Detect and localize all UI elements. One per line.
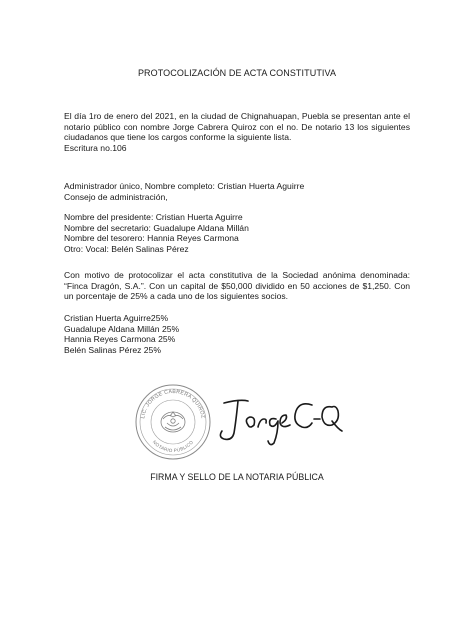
eagle-emblem-icon bbox=[161, 412, 185, 432]
admin-block bbox=[64, 181, 410, 202]
list-item: Guadalupe Aldana Millán 25% bbox=[64, 323, 180, 334]
signature-caption: FIRMA Y SELLO DE LA NOTARIA PÚBLICA bbox=[150, 472, 324, 482]
list-item: Hannia Reyes Carmona 25% bbox=[64, 334, 176, 345]
otro-line: Otro: Vocal: Belén Salinas Pérez bbox=[64, 243, 189, 254]
list-item: Cristian Huerta Aguirre25% bbox=[64, 313, 169, 323]
svg-text:NOTARIO PÚBLICO bbox=[152, 439, 194, 453]
intro-block bbox=[64, 111, 410, 153]
intro-paragraph: El día 1ro de enero del 2021, en la ciudad de Chignahuapan, Puebla se presentan ante el notario público con nombre Jorge Cabrera Quiroz con el no. De notario 13 los siguientes ciudadanos que tiene los cargos conforme la siguiente lista. bbox=[64, 111, 410, 143]
admin-unico: Administrador único, Nombre completo: Cristian Huerta Aguirre bbox=[64, 181, 305, 191]
motivo-paragraph: Con motivo de protocolizar el acta constitutiva de la Sociedad anónima denominada: “Finca Dragón, S.A.”. Con un capital de $50,000 dividido en 50 acciones de $1,250. Con un porcentaje de 25% a cada uno de los siguientes socios. bbox=[64, 270, 410, 302]
tesorero-line: Nombre del tesorero: Hannia Reyes Carmona bbox=[64, 233, 239, 244]
notary-seal-icon bbox=[134, 383, 212, 461]
escritura-number: Escritura no.106 bbox=[64, 142, 127, 153]
consejo-label: Consejo de administración, bbox=[64, 191, 168, 202]
consejo-list bbox=[64, 212, 410, 254]
socios-list bbox=[64, 313, 410, 355]
signature-area bbox=[134, 383, 340, 461]
handwritten-signature-icon bbox=[214, 389, 344, 449]
seal-text-top: LIC. JORGE CABRERA QUIROZ bbox=[140, 388, 206, 420]
presidente-line: Nombre del presidente: Cristian Huerta Aguirre bbox=[64, 212, 243, 222]
motivo-block bbox=[64, 270, 410, 302]
document-title: PROTOCOLIZACIÓN DE ACTA CONSTITUTIVA bbox=[137, 68, 337, 78]
secretario-line: Nombre del secretario: Guadalupe Aldana Millán bbox=[64, 222, 249, 233]
list-item: Belén Salinas Pérez 25% bbox=[64, 344, 161, 355]
seal-text-bottom: NOTARIO PÚBLICO bbox=[151, 439, 195, 454]
